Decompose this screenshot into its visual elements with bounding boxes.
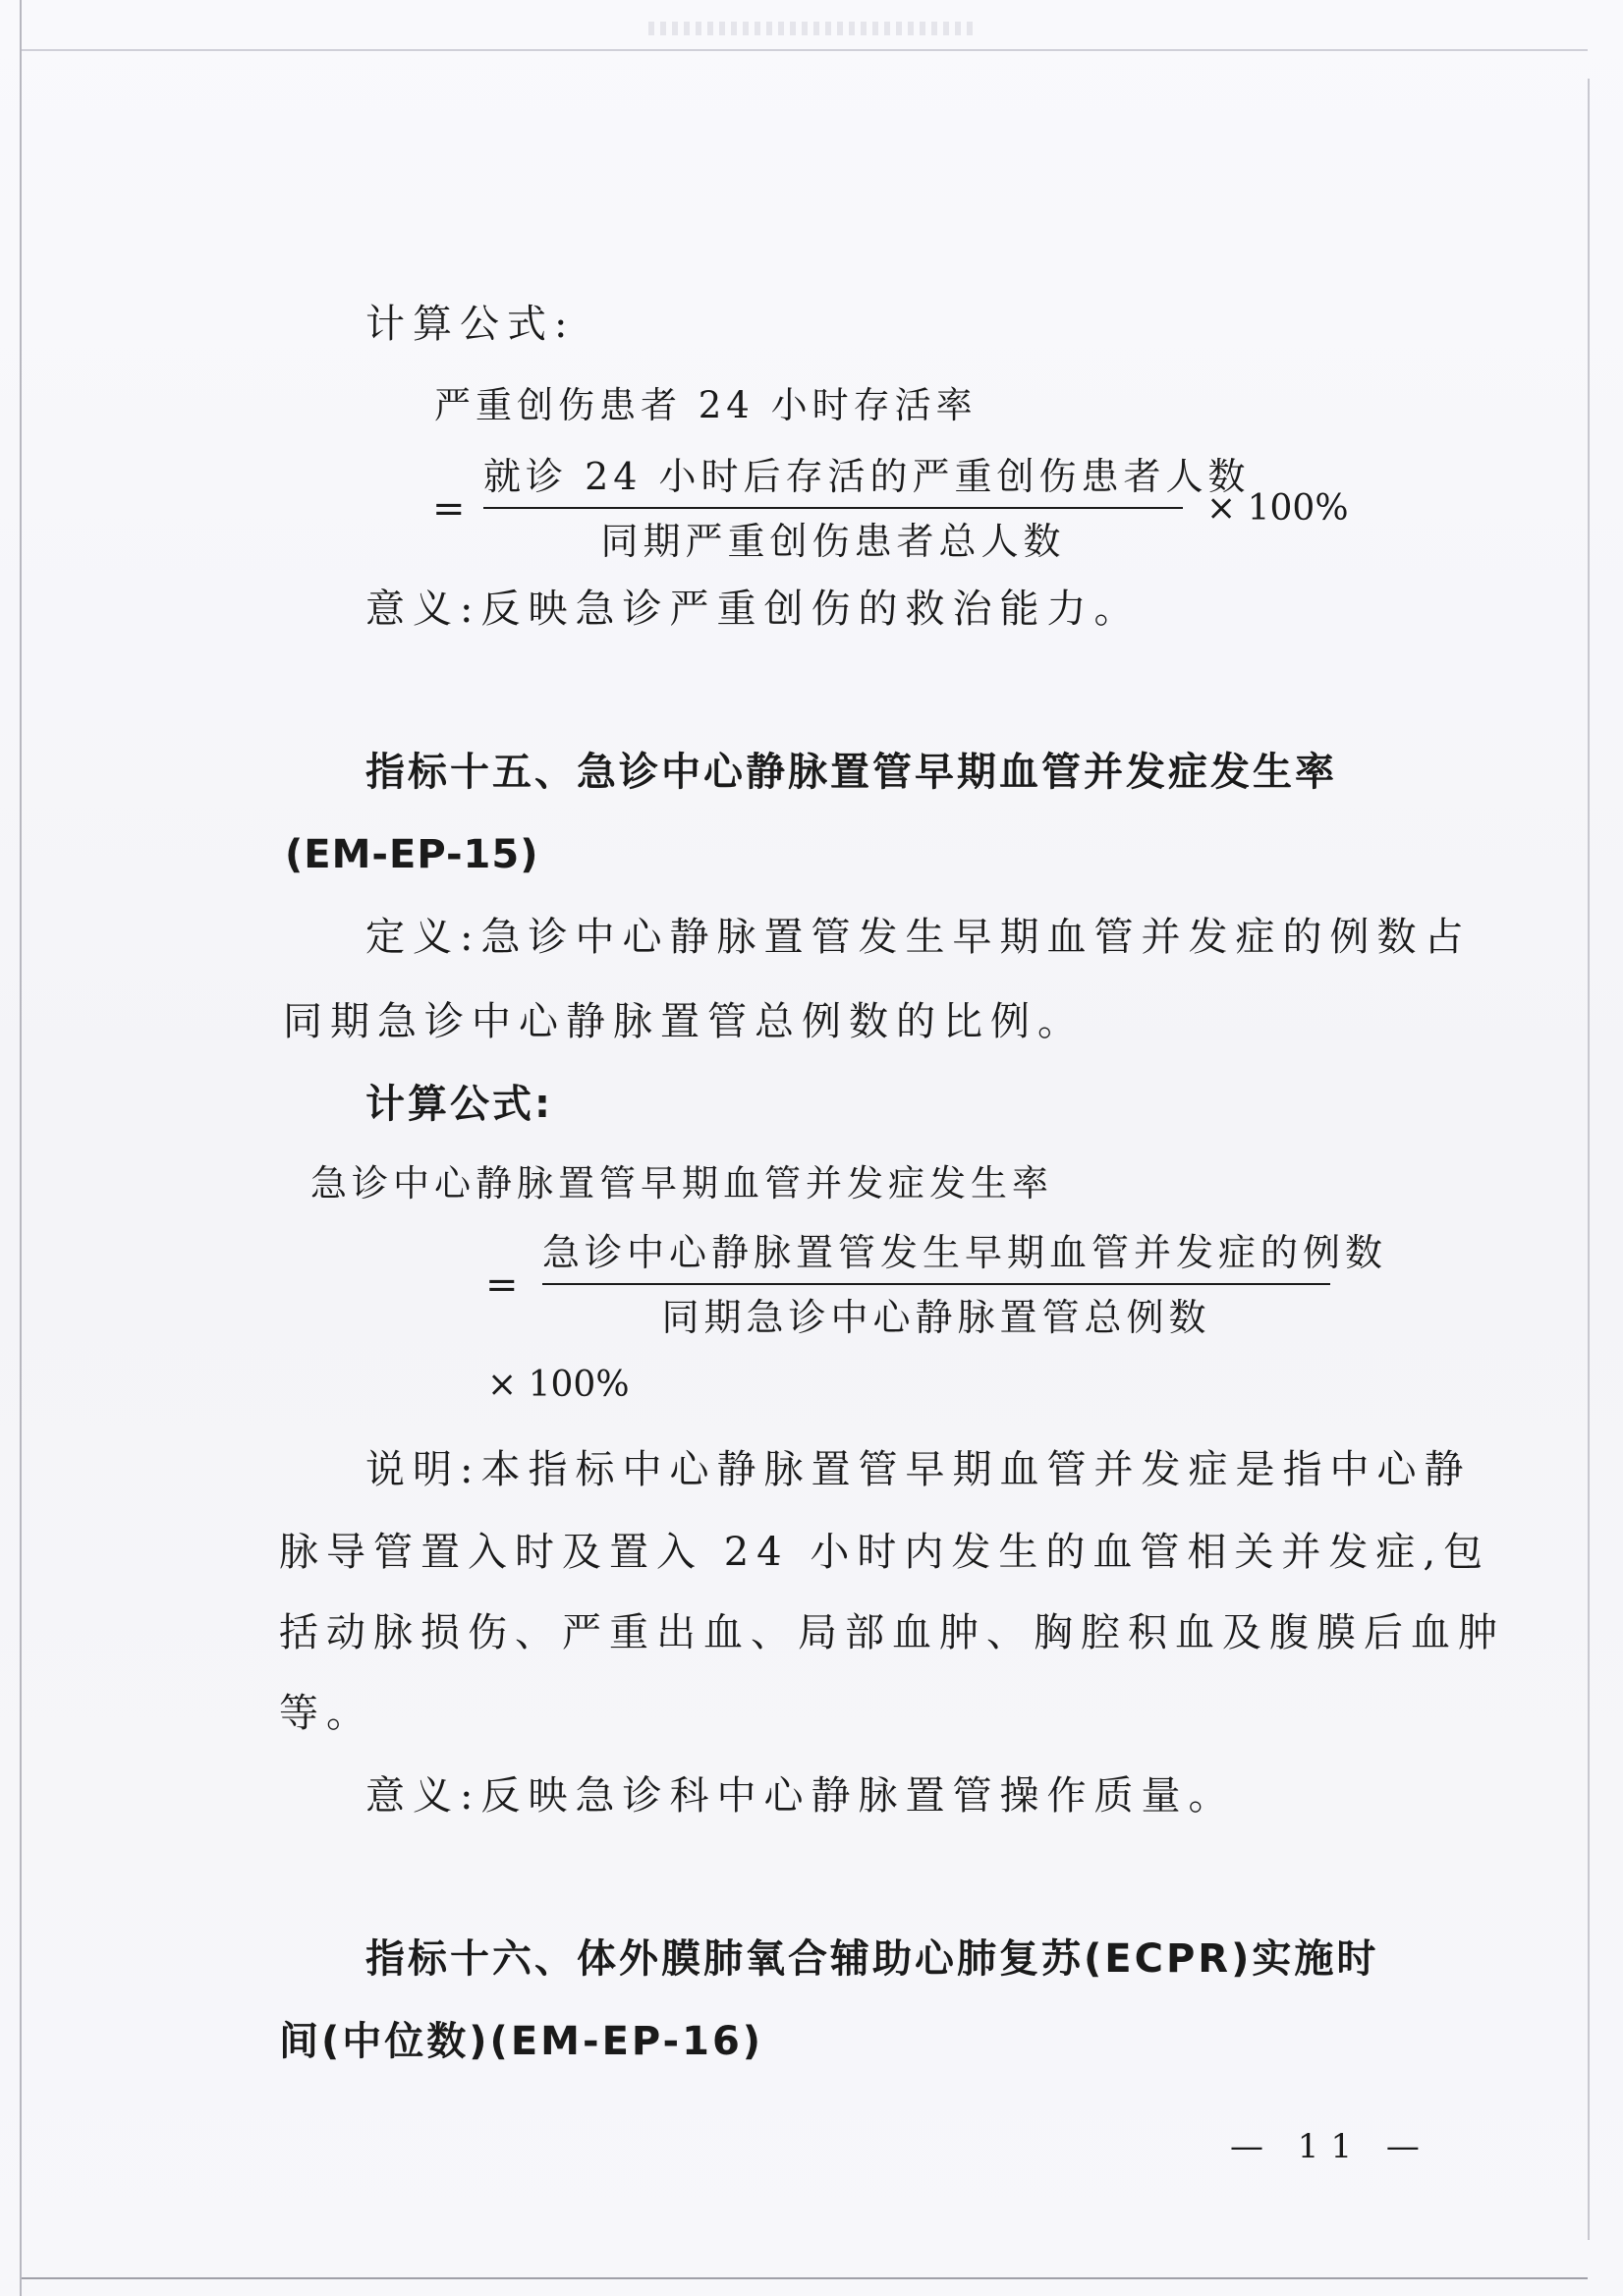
indicator-15-code: (EM-EP-15) — [285, 832, 539, 877]
definition-line-2: 同期急诊中心静脉置管总例数的比例。 — [283, 999, 1085, 1044]
indicator-16-heading: 指标十六、体外膜肺氧合辅助心肺复苏(ECPR)实施时 — [365, 1936, 1379, 1982]
scan-edge-bottom — [22, 2277, 1588, 2279]
formula-denominator: 同期严重创伤患者总人数 — [600, 520, 1066, 563]
definition-line-1: 定义:急诊中心静脉置管发生早期血管并发症的例数占 — [365, 915, 1472, 960]
note-line-3: 括动脉损伤、严重出血、局部血肿、胸腔积血及腹膜后血肿 — [279, 1610, 1505, 1655]
scan-edge-top — [22, 49, 1588, 51]
formula-multiplier: × 100% — [1206, 488, 1349, 529]
meaning-text-2: 意义:反映急诊科中心静脉置管操作质量。 — [365, 1773, 1236, 1819]
calc-formula-label: 计算公式: — [365, 302, 576, 347]
calc-formula-label-2: 计算公式: — [365, 1082, 553, 1127]
formula-denominator-2: 同期急诊中心静脉置管总例数 — [661, 1296, 1211, 1339]
meaning-text: 意义:反映急诊严重创伤的救治能力。 — [365, 587, 1142, 632]
formula-name: 严重创伤患者 24 小时存活率 — [434, 384, 978, 426]
scan-edge-left — [20, 0, 22, 2296]
indicator-15-heading: 指标十五、急诊中心静脉置管早期血管并发症发生率 — [365, 750, 1337, 795]
formula-numerator: 就诊 24 小时后存活的严重创伤患者人数 — [483, 455, 1251, 498]
formula-equals-2: = — [485, 1262, 519, 1308]
scan-edge-right — [1588, 79, 1590, 2240]
note-line-2: 脉导管置入时及置入 24 小时内发生的血管相关并发症,包 — [279, 1530, 1491, 1575]
indicator-16-subtitle: 间(中位数)(EM-EP-16) — [279, 2019, 764, 2064]
fraction-bar-2 — [542, 1283, 1330, 1285]
scan-artifact — [648, 22, 973, 35]
formula-name-2: 急诊中心静脉置管早期血管并发症发生率 — [310, 1162, 1053, 1204]
note-line-4: 等。 — [279, 1691, 373, 1736]
note-line-1: 说明:本指标中心静脉置管早期血管并发症是指中心静 — [365, 1447, 1472, 1492]
page-number: — 11 — — [1230, 2127, 1431, 2166]
formula-numerator-2: 急诊中心静脉置管发生早期血管并发症的例数 — [542, 1231, 1388, 1274]
formula-equals: = — [432, 486, 466, 532]
fraction-bar — [483, 507, 1183, 509]
formula-multiplier-2: × 100% — [487, 1365, 630, 1405]
